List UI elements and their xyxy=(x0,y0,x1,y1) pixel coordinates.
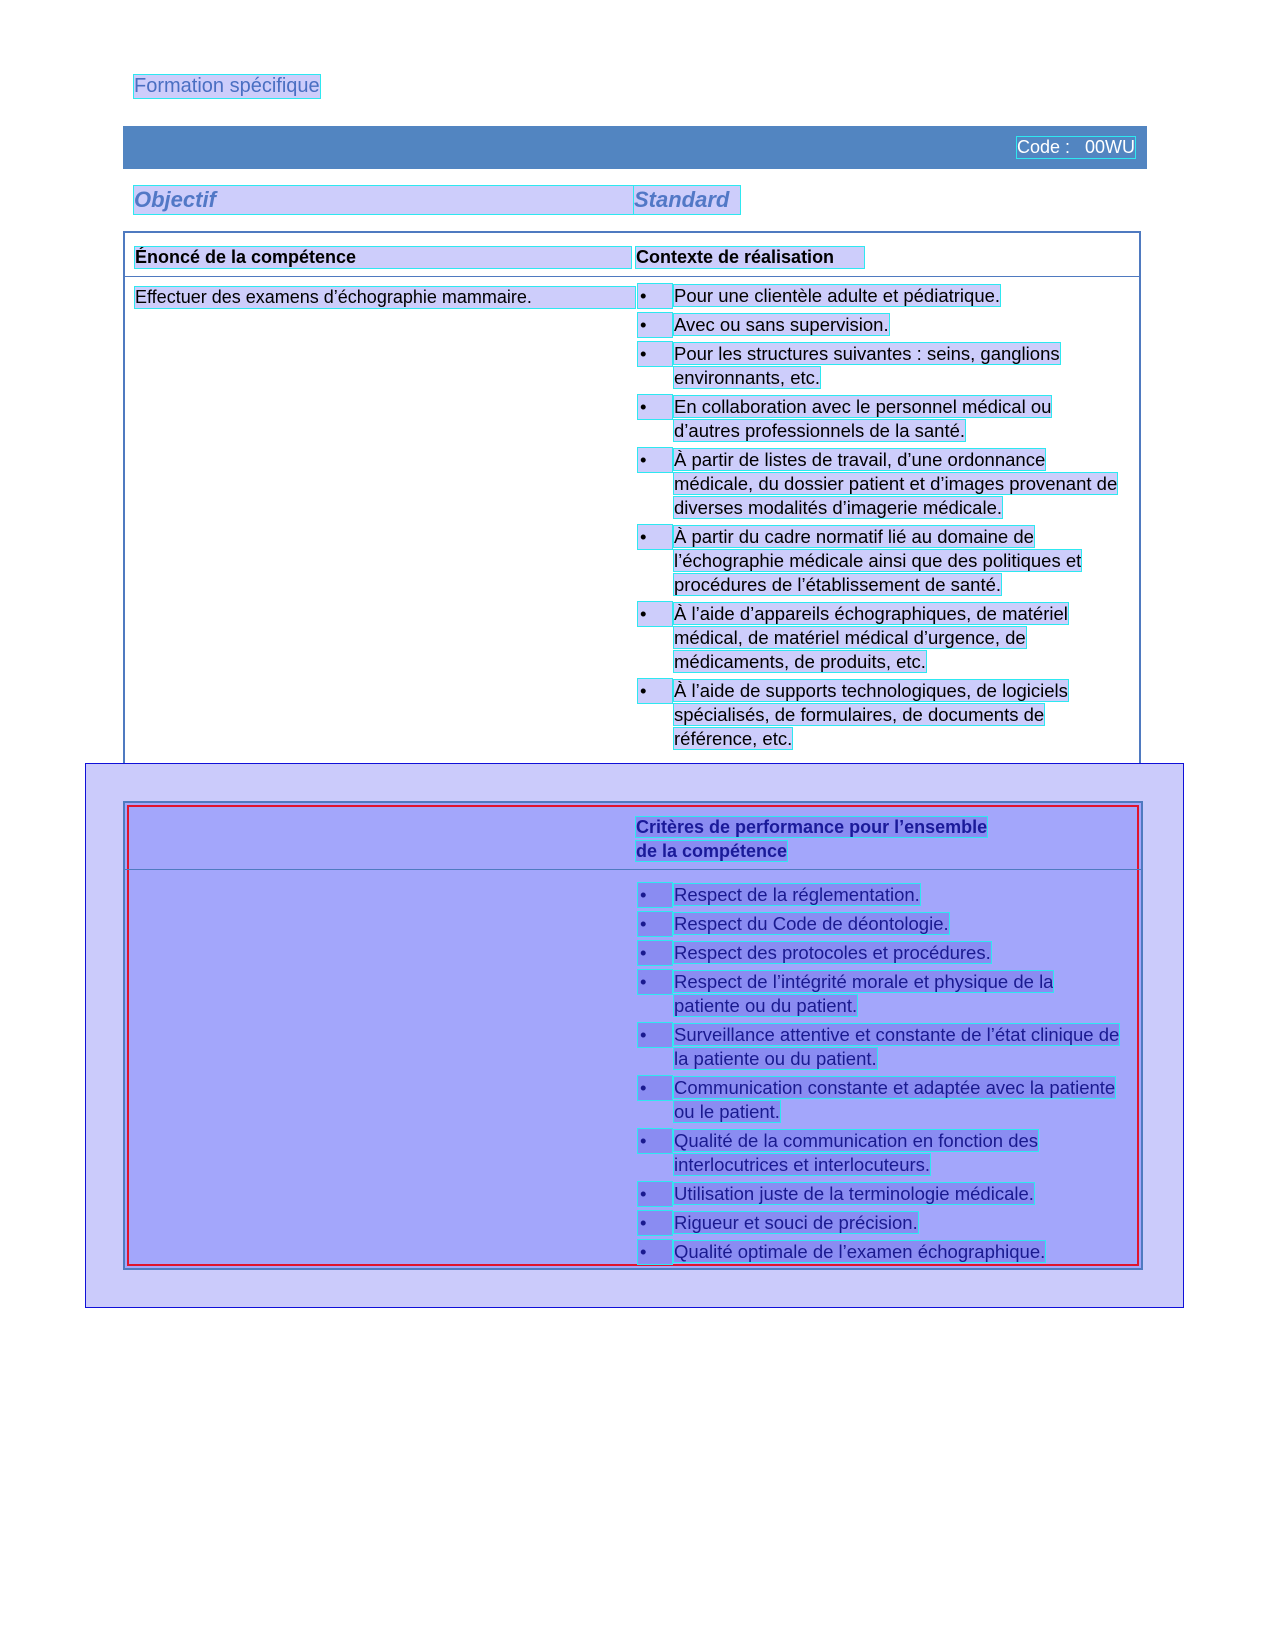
list-item xyxy=(638,284,1122,308)
list-item-text: À partir du cadre normatif lié au domaine de l’échographie médicale ainsi que des politiques et procédures de l’établissement de santé. xyxy=(674,526,1082,595)
list-item-text: Respect des protocoles et procédures. xyxy=(674,942,991,963)
list-item-text: Qualité optimale de l’examen échographique. xyxy=(674,1241,1046,1262)
list-item-text: Rigueur et souci de précision. xyxy=(674,1212,918,1233)
list-item-text: À partir de listes de travail, d’une ordonnance médicale, du dossier patient et d’images provenant de diverses modalités d’imagerie médicale. xyxy=(674,449,1118,518)
bullet-icon: • xyxy=(638,941,672,965)
context-list xyxy=(638,284,1122,756)
bullet-icon: • xyxy=(638,1129,672,1153)
list-item-text: À l’aide de supports technologiques, de logiciels spécialisés, de formulaires, de documents de référence, etc. xyxy=(674,680,1068,749)
list-item xyxy=(638,941,1122,965)
list-item xyxy=(638,448,1122,520)
competence-table-header-row xyxy=(125,233,1139,277)
list-item xyxy=(638,1023,1122,1071)
standard-heading: Standard xyxy=(634,186,740,214)
list-item xyxy=(638,525,1122,597)
bullet-icon: • xyxy=(638,395,672,419)
contexte-header: Contexte de réalisation xyxy=(636,247,864,268)
list-item xyxy=(638,1240,1122,1264)
code-header-bar xyxy=(123,126,1147,169)
list-item-text: Surveillance attentive et constante de l’état clinique de la patiente ou du patient. xyxy=(674,1024,1120,1069)
bullet-icon: • xyxy=(638,1076,672,1100)
bullet-icon: • xyxy=(638,970,672,994)
bullet-icon: • xyxy=(638,284,672,308)
criteria-header xyxy=(636,815,1036,863)
criteria-header-line2: de la compétence xyxy=(636,841,788,861)
list-item-text: En collaboration avec le personnel médical ou d’autres professionnels de la santé. xyxy=(674,396,1052,441)
list-item xyxy=(638,1129,1122,1177)
list-item xyxy=(638,395,1122,443)
list-item-text: Utilisation juste de la terminologie médicale. xyxy=(674,1183,1034,1204)
bullet-icon: • xyxy=(638,1023,672,1047)
bullet-icon: • xyxy=(638,602,672,626)
competence-table xyxy=(123,231,1141,783)
criteria-table xyxy=(123,801,1143,1270)
criteria-list xyxy=(638,883,1122,1269)
bullet-icon: • xyxy=(638,679,672,703)
criteria-header-line1: Critères de performance pour l’ensemble xyxy=(636,817,988,837)
bullet-icon: • xyxy=(638,313,672,337)
list-item-text: Pour une clientèle adulte et pédiatrique. xyxy=(674,285,1001,306)
code-label: Code : 00WU xyxy=(1016,137,1135,157)
list-item-text: Qualité de la communication en fonction des interlocutrices et interlocuteurs. xyxy=(674,1130,1039,1175)
competence-statement: Effectuer des examens d’échographie mammaire. xyxy=(135,287,635,308)
bullet-icon: • xyxy=(638,1211,672,1235)
list-item-text: À l’aide d’appareils échographiques, de matériel médical, de matériel médical d’urgence, de médicaments, de produits, etc. xyxy=(674,603,1068,672)
list-item-text: Respect de la réglementation. xyxy=(674,884,920,905)
list-item xyxy=(638,883,1122,907)
criteria-table-header-row xyxy=(125,803,1141,870)
list-item xyxy=(638,342,1122,390)
list-item-text: Avec ou sans supervision. xyxy=(674,314,889,335)
list-item xyxy=(638,1182,1122,1206)
list-item-text: Respect du Code de déontologie. xyxy=(674,913,949,934)
objectif-heading: Objectif xyxy=(134,186,634,214)
enonce-header: Énoncé de la compétence xyxy=(135,247,631,268)
section-title: Formation spécifique xyxy=(134,75,320,97)
bullet-icon: • xyxy=(638,342,672,366)
list-item xyxy=(638,1211,1122,1235)
bullet-icon: • xyxy=(638,1240,672,1264)
bullet-icon: • xyxy=(638,1182,672,1206)
bullet-icon: • xyxy=(638,525,672,549)
list-item xyxy=(638,970,1122,1018)
list-item-text: Communication constante et adaptée avec la patiente ou le patient. xyxy=(674,1077,1116,1122)
list-item xyxy=(638,679,1122,751)
bullet-icon: • xyxy=(638,448,672,472)
list-item-text: Pour les structures suivantes : seins, ganglions environnants, etc. xyxy=(674,343,1060,388)
list-item xyxy=(638,1076,1122,1124)
list-item xyxy=(638,912,1122,936)
bullet-icon: • xyxy=(638,912,672,936)
list-item xyxy=(638,313,1122,337)
list-item xyxy=(638,602,1122,674)
list-item-text: Respect de l’intégrité morale et physique de la patiente ou du patient. xyxy=(674,971,1054,1016)
bullet-icon: • xyxy=(638,883,672,907)
